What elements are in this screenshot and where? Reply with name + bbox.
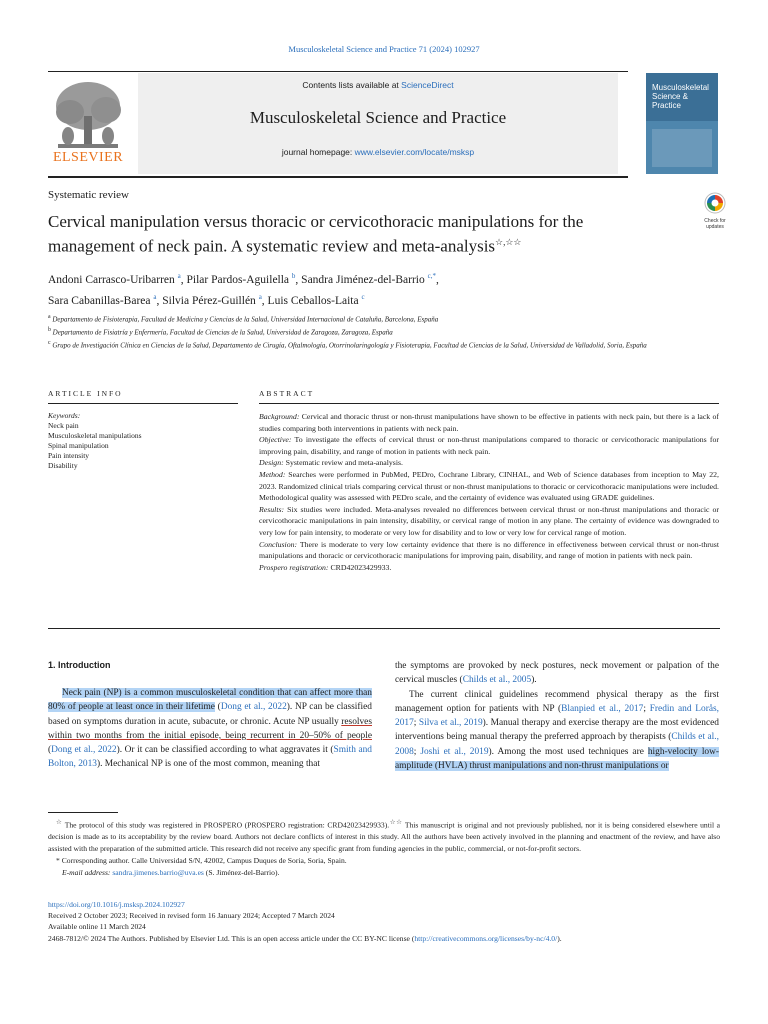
doi-link[interactable]: https://doi.org/10.1016/j.msksp.2024.102927 xyxy=(48,900,185,909)
article-info-heading: ARTICLE INFO xyxy=(48,389,123,398)
journal-cover-image[interactable] xyxy=(646,73,718,174)
affiliation-list xyxy=(48,312,728,350)
author-affiliation-mark[interactable]: b xyxy=(291,272,296,280)
abstract-method: Method: Searches were performed in PubMed, PEDro, Cochrane Library, CINHAL, and Web of Science databases from inception to May 22, 2023. Randomized clinical trials comparing cervical thrust or non-thrust manipulations to thoracic or cervicothoracic manipulations were included. Methodological quality was assessed with PEDro scale, and the certainty of evidence was evaluated using GRADE guidelines. xyxy=(259,469,720,503)
intro-paragraph: the symptoms are provoked by neck postures, neck movement or palpation of the cervical muscles (Childs et al., 2005). xyxy=(395,661,719,686)
sciencedirect-link[interactable]: ScienceDirect xyxy=(401,80,454,90)
intro-paragraph-right xyxy=(395,659,719,773)
highlighted-text[interactable]: Neck pain (NP) is a common musculoskeletal condition that can affect more than 80% of people at least once in their lifetime xyxy=(48,688,372,713)
abstract-conclusion: Conclusion: There is moderate to very low certainty evidence that there is no difference in effectiveness between cervical thrust or non-thrust manipulations and thoracic or cervicothoracic manipulations for improving pain, disability, and range of motion in patients with neck pain. xyxy=(259,539,719,561)
citation-link[interactable]: Childs et al., 2008 xyxy=(395,732,719,757)
header-rule-bottom xyxy=(48,176,628,178)
keyword: Neck pain xyxy=(48,421,79,430)
header-rule-top xyxy=(48,71,628,72)
citation-link[interactable]: Joshi et al., 2019 xyxy=(420,746,489,757)
abstract-objective: Objective: To investigate the effects of cervical thrust or non-thrust manipulations compared to thoracic or cervicothoracic manipulations for improving pain, disability, and range of motion in patients with neck pain. xyxy=(259,435,719,456)
keyword: Musculoskeletal manipulations xyxy=(48,431,142,440)
author-affiliation-mark[interactable]: c,* xyxy=(427,272,436,280)
abstract-end-rule xyxy=(48,628,720,629)
section-heading-introduction: 1. Introduction xyxy=(48,660,111,670)
article-info-rule xyxy=(48,403,238,404)
journal-homepage: journal homepage: www.elsevier.com/locate/msksp xyxy=(281,147,475,157)
author-list: Andoni Carrasco-Uribarren $^a$, Pilar Pardos-Aguilella $^b$, Sandra Jiménez-del-Barrio $^{c,*}$, Sara Cabanillas-Barea $^a$, Silvia Pérez-Guillén $^a$, Luis Ceballos-Laita $^c$ xyxy=(48,272,439,307)
citation-link[interactable]: Silva et al., 2019 xyxy=(418,718,483,729)
footnote-email: E-mail address: sandra.jimenes.barrio@uva.es (S. Jiménez-del-Barrio). xyxy=(62,867,280,877)
keyword: Pain intensity xyxy=(48,451,90,460)
check-updates-label: Check for updates xyxy=(704,218,726,230)
received-dates: Received 2 October 2023; Received in revised form 16 January 2024; Accepted 7 March 2024 xyxy=(48,911,335,921)
journal-title: Musculoskeletal Science and Practice xyxy=(249,108,507,127)
abstract-results: Results: Six studies were included. Meta-analyses revealed no differences between cervical thrust or non-thrust manipulations and thoracic or cervicothoracic manipulations in pain intensity, disability, or cervical range of motion in any plane. The certainty of evidence was downgraded to very low for pain intensity, to moderate or very low for disability and to low or very low for cervical range of motion. xyxy=(259,504,719,537)
journal-citation[interactable]: Musculoskeletal Science and Practice 71 (2024) 102927 xyxy=(288,44,480,54)
footnote-corresponding: * Corresponding author. Calle Universidad S/N, 42002, Campus Duques de Soria, Soria, Spain. xyxy=(56,855,347,865)
article-title: Cervical manipulation versus thoracic or cervicothoracic manipulations for the management of neck pain. A systematic review and meta-analysis☆,☆☆ xyxy=(48,212,584,256)
affiliation: $^a$ Departamento de Fisioterapia, Facultad de Medicina y Ciencias de la Salud, Universidad Internacional de Cataluña, Barcelona, España xyxy=(48,314,439,324)
email-link[interactable]: sandra.jimenes.barrio@uva.es xyxy=(112,867,204,877)
contents-line: Contents lists available at ScienceDirect xyxy=(302,80,454,90)
check-for-updates-badge[interactable] xyxy=(700,192,730,228)
author-affiliation-mark[interactable]: a xyxy=(177,272,181,280)
available-online: Available online 11 March 2024 xyxy=(48,922,146,932)
publisher-name: ELSEVIER xyxy=(52,150,124,165)
footnote-rule xyxy=(48,812,118,813)
title-footnote-marks[interactable]: ☆,☆☆ xyxy=(495,237,522,247)
citation-link[interactable]: Fredin and Lorås, 2017 xyxy=(395,703,720,729)
intro-paragraph-left: Neck pain (NP) is a common musculoskeletal condition that can affect more than 80% of people at least once in their lifetime (Dong et al., 2022). NP can be classified based on symptoms duration in acute, subacute, or chronic. Acute NP usually resolves within two months from the initial episode, being recurrent in 20–50% of people (Dong et al., 2022). Or it can be classified according to what aggravates it (Smith and Bolton, 2013). Mechanical NP is one of the most common, meaning that xyxy=(48,688,372,770)
author[interactable]: Luis Ceballos-Laita xyxy=(267,294,359,307)
keyword: Disability xyxy=(48,461,78,470)
author[interactable]: Sara Cabanillas-Barea xyxy=(48,294,151,307)
author[interactable]: Silvia Pérez-Guillén xyxy=(162,294,256,307)
abstract-body xyxy=(259,411,719,573)
underlined-text[interactable]: resolves within two months from the initial episode, being recurrent in 20–50% of people xyxy=(48,716,372,741)
author[interactable]: Sandra Jiménez-del-Barrio xyxy=(301,273,425,286)
footnote-protocol: ☆ The protocol of this study was registered in PROSPERO (PROSPERO registration: CRD42023429933).☆☆ This manuscript is original and not previously published, nor it is being considered elsewhere until a decision is made as to its acceptability by the review board. Authors not declare conflicts of interest in this study. All the authors have been actively involved in the planning and enactment of the review, and have also assisted with the preparation of the submitted article. This research did not receive any specific grant from funding agencies in the public, commercial, or not-for-profit sectors. xyxy=(48,819,720,854)
highlighted-text[interactable]: high-velocity low-amplitude (HVLA) thrust manipulations and non-thrust manipulations or xyxy=(395,746,720,772)
author[interactable]: Pilar Pardos-Aguilella xyxy=(186,273,290,286)
affiliation: $^c$ Grupo de Investigación Clínica en Ciencias de la Salud, Departamento de Cirugía, Oftalmología, Otorrinolaringología y Fisioterapia, Facultad de Ciencias de la Salud, Universidad de Valladolid, Soria, España xyxy=(48,339,647,349)
publication-info xyxy=(48,899,720,944)
article-type: Systematic review xyxy=(48,189,129,201)
cover-title: Musculoskeletal Science & Practice xyxy=(652,83,709,110)
abstract-design: Design: Systematic review and meta-analysis. xyxy=(259,458,403,468)
citation-link[interactable]: Dong et al., 2022 xyxy=(220,702,287,713)
citation-link[interactable]: Blanpied et al., 2017 xyxy=(561,703,644,714)
author-affiliation-mark[interactable]: a xyxy=(153,292,157,301)
abstract-registration: Prospero registration: CRD42023429933. xyxy=(259,562,392,572)
author-affiliation-mark[interactable]: a xyxy=(258,292,262,301)
homepage-link[interactable]: www.elsevier.com/locate/msksp xyxy=(354,147,475,157)
keyword: Spinal manipulation xyxy=(48,441,109,450)
abstract-background: Background: Cervical and thoracic thrust or non-thrust manipulations have shown to be effective in patients with neck pain, but there is a lack of studies comparing both interventions in patients with neck pain. xyxy=(259,412,719,433)
footnotes xyxy=(48,817,720,879)
citation-link[interactable]: Smith and Bolton, 2013 xyxy=(48,745,372,770)
license-link[interactable]: http://creativecommons.org/licenses/by-nc/4.0/ xyxy=(414,933,558,943)
author[interactable]: Andoni Carrasco-Uribarren xyxy=(48,273,175,286)
keywords-block xyxy=(48,411,238,471)
intro-paragraph: The current clinical guidelines recommend physical therapy as the first management option for patients with NP (Blanpied et al., 2017; Fredin and Lorås, 2017; Silva et al., 2019). Manual therapy and exercise therapy are the most evidenced interventions being manual therapy the preferred approach by therapists (Childs et al., 2008; Joshi et al., 2019). Among the most used techniques are high-velocity low-amplitude (HVLA) thrust manipulations and non-thrust manipulations or xyxy=(395,689,720,772)
keywords-label: Keywords: xyxy=(48,411,81,420)
citation-link[interactable]: Childs et al., 2005 xyxy=(462,675,532,686)
license-statement: 2468-7812/© 2024 The Authors. Published by Elsevier Ltd. This is an open access article under the CC BY-NC license (http://creativecommons.org/licenses/by-nc/4.0/). xyxy=(48,933,562,943)
cover-picture xyxy=(652,129,712,167)
abstract-rule xyxy=(259,403,719,404)
abstract-heading: ABSTRACT xyxy=(259,389,315,398)
affiliation: $^b$ Departamento de Fisiatría y Enfermería, Facultad de Ciencias de la Salud, Universidad de Zaragoza, Zaragoza, España xyxy=(48,326,393,337)
citation-link[interactable]: Dong et al., 2022 xyxy=(51,745,117,756)
check-updates-icon xyxy=(704,192,726,214)
author-affiliation-mark[interactable]: c xyxy=(361,292,365,301)
